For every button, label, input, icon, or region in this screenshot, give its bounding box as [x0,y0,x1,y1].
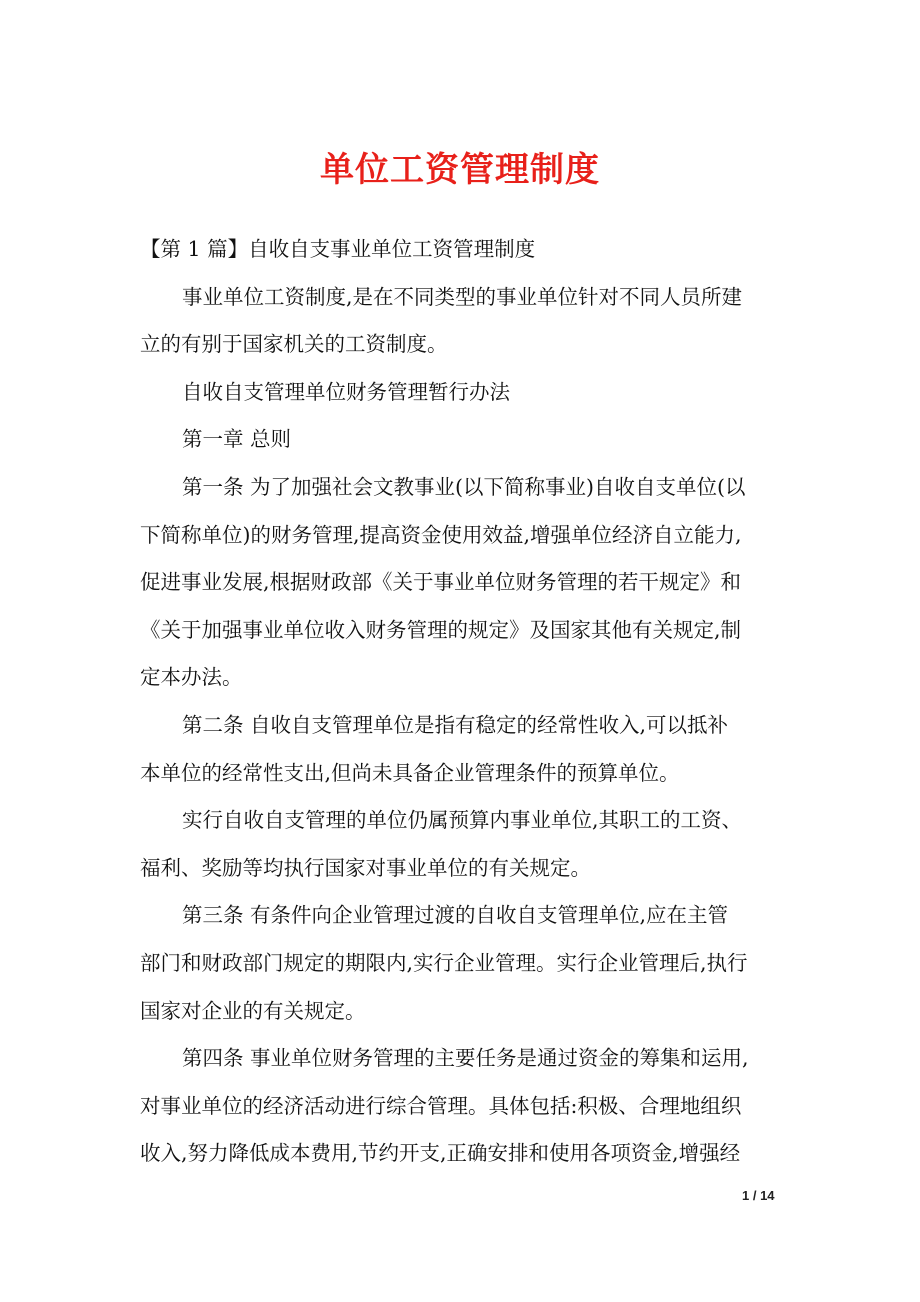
page-indicator: 1 / 14 [742,1188,775,1203]
paragraph-line: 定本办法。 [140,665,243,690]
paragraph-line: 部门和财政部门规定的期限内,实行企业管理。实行企业管理后,执行 [140,950,748,975]
paragraph-line: 自收自支管理单位财务管理暂行办法 [182,379,510,404]
paragraph-line: 对事业单位的经济活动进行综合管理。具体包括:积极、合理地组织 [140,1093,742,1118]
paragraph-line: 《关于加强事业单位收入财务管理的规定》及国家其他有关规定,制 [140,617,742,642]
paragraph-line: 收入,努力降低成本费用,节约开支,正确安排和使用各项资金,增强经 [140,1141,741,1166]
chapter-heading: 第一章 总则 [182,427,292,452]
paragraph-line: 本单位的经常性支出,但尚未具备企业管理条件的预算单位。 [140,760,680,785]
document-title: 单位工资管理制度 [320,150,600,190]
paragraph-line: 福利、奖励等均执行国家对事业单位的有关规定。 [140,855,591,880]
paragraph-line: 第四条 事业单位财务管理的主要任务是通过资金的筹集和运用, [182,1046,749,1071]
paragraph-line: 第三条 有条件向企业管理过渡的自收自支管理单位,应在主管 [182,903,729,928]
document-body [140,226,780,1178]
paragraph-line: 第一条 为了加强社会文教事业(以下简称事业)自收自支单位(以 [182,474,746,499]
paragraph-line: 促进事业发展,根据财政部《关于事业单位财务管理的若干规定》和 [140,570,742,595]
paragraph-line: 事业单位工资制度,是在不同类型的事业单位针对不同人员所建 [182,284,743,309]
paragraph-line: 立的有别于国家机关的工资制度。 [140,332,448,357]
paragraph-line: 实行自收自支管理的单位仍属预算内事业单位,其职工的工资、 [182,808,743,833]
heading-line: 【第 1 篇】自收自支事业单位工资管理制度 [140,237,536,261]
paragraph-line: 国家对企业的有关规定。 [140,998,366,1023]
paragraph-line: 第二条 自收自支管理单位是指有稳定的经常性收入,可以抵补 [182,712,729,737]
paragraph-line: 下简称单位)的财务管理,提高资金使用效益,增强单位经济自立能力, [140,522,742,547]
